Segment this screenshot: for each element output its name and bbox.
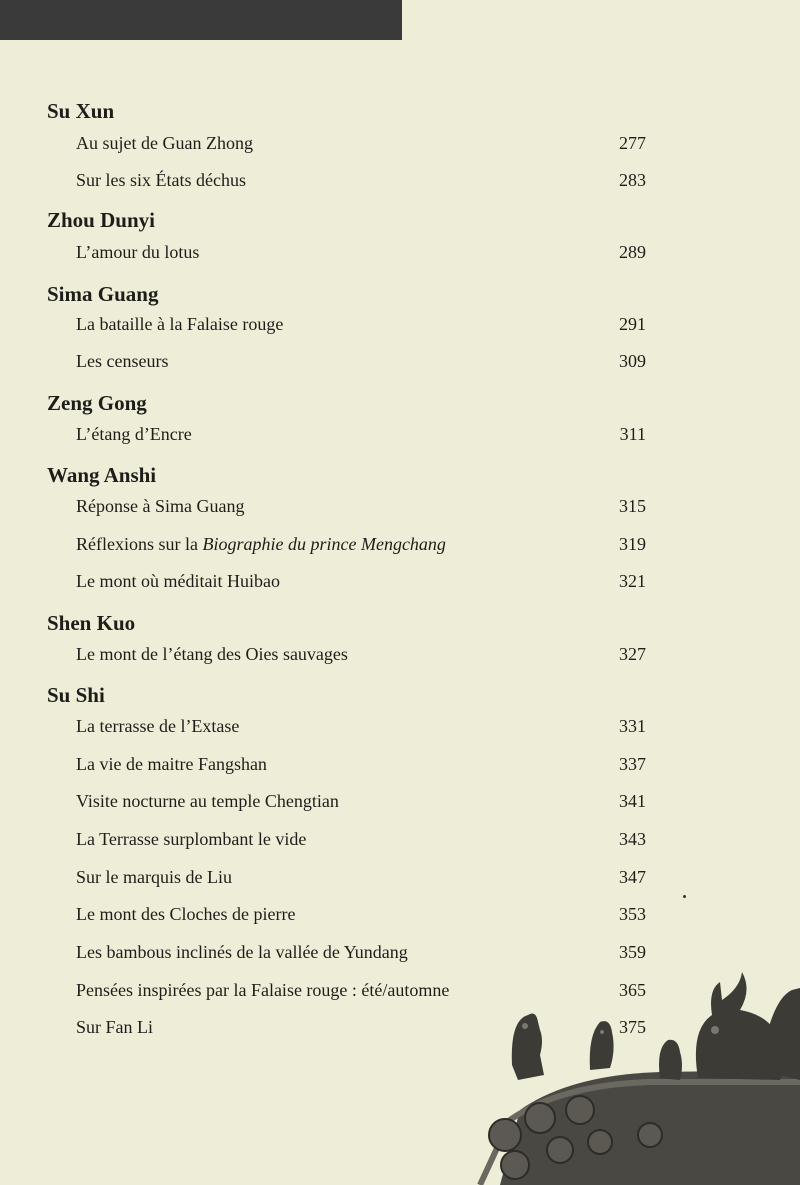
entry-page: 337 bbox=[619, 754, 646, 774]
entry-title-prefix: Réflexions sur la bbox=[76, 534, 203, 554]
author-heading: Wang Anshi bbox=[47, 463, 157, 487]
entry-page: 359 bbox=[619, 942, 646, 962]
entry-page: 331 bbox=[619, 716, 646, 736]
entry-title: L’amour du lotus bbox=[76, 242, 200, 262]
entry-page: 365 bbox=[619, 980, 646, 1000]
entry-title: Visite nocturne au temple Chengtian bbox=[76, 791, 339, 811]
author-heading: Su Shi bbox=[47, 683, 105, 707]
entry-page: 291 bbox=[619, 314, 646, 334]
author-heading: Sima Guang bbox=[47, 282, 159, 306]
author-heading: Zeng Gong bbox=[47, 391, 147, 415]
entry-title: Pensées inspirées par la Falaise rouge : été/automne bbox=[76, 980, 450, 1000]
speck bbox=[683, 895, 686, 898]
roof-ridge-beast-figures-photo bbox=[440, 960, 800, 1185]
entry-title-italic: Biographie du prince Mengchang bbox=[202, 534, 446, 554]
entry-page: 343 bbox=[619, 829, 646, 849]
entry-page: 327 bbox=[619, 644, 646, 664]
entry-title: Au sujet de Guan Zhong bbox=[76, 133, 253, 153]
entry-title: Les bambous inclinés de la vallée de Yundang bbox=[76, 942, 408, 962]
entry-title: Sur les six États déchus bbox=[76, 170, 246, 190]
entry-page: 321 bbox=[619, 571, 646, 591]
entry-title: Sur le marquis de Liu bbox=[76, 867, 232, 887]
entry-page: 315 bbox=[619, 496, 646, 516]
entry-title: Le mont des Cloches de pierre bbox=[76, 904, 296, 924]
entry-page: 277 bbox=[619, 133, 646, 153]
entry-page: 319 bbox=[619, 534, 646, 554]
entry-page: 289 bbox=[619, 242, 646, 262]
entry-title: La Terrasse surplombant le vide bbox=[76, 829, 307, 849]
entry-title: Le mont de l’étang des Oies sauvages bbox=[76, 644, 348, 664]
entry-title: Réponse à Sima Guang bbox=[76, 496, 245, 516]
entry-title: Les censeurs bbox=[76, 351, 169, 371]
entry-title: La vie de maitre Fangshan bbox=[76, 754, 267, 774]
author-heading: Zhou Dunyi bbox=[47, 208, 155, 232]
entry-title: Sur Fan Li bbox=[76, 1017, 154, 1037]
entry-page: 311 bbox=[619, 424, 646, 444]
entry-page: 309 bbox=[619, 351, 646, 371]
entry-title: La terrasse de l’Extase bbox=[76, 716, 240, 736]
entry-page: 375 bbox=[619, 1017, 646, 1037]
entry-title bbox=[76, 533, 446, 555]
entry-page: 347 bbox=[619, 867, 646, 887]
entry-page: 341 bbox=[619, 791, 646, 811]
author-heading: Su Xun bbox=[47, 99, 115, 123]
entry-page: 353 bbox=[619, 904, 646, 924]
entry-title: Le mont où méditait Huibao bbox=[76, 571, 280, 591]
entry-title: L’étang d’Encre bbox=[76, 424, 192, 444]
entry-title: La bataille à la Falaise rouge bbox=[76, 314, 284, 334]
entry-page: 283 bbox=[619, 170, 646, 190]
author-heading: Shen Kuo bbox=[47, 611, 136, 635]
